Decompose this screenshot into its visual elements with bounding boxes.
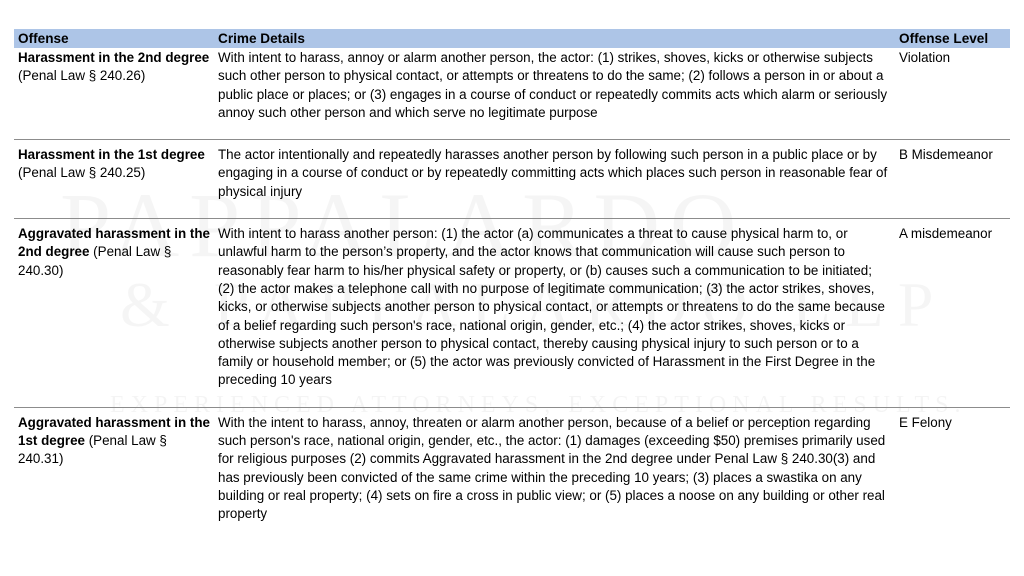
header-row xyxy=(14,29,1010,48)
table-row xyxy=(14,48,1010,140)
harassment-offenses-table xyxy=(14,29,1010,541)
crime-details-cell: The actor intentionally and repeatedly harasses another person by following such person in a public place or by engaging in a course of conduct or by repeatedly committing acts which places such person in reasonable fear of physical injury xyxy=(214,140,895,219)
offense-name: Aggravated harassment in the 2nd degree xyxy=(18,226,210,260)
crime-details-cell: With intent to harass another person: (1) the actor (a) communicates a threat to cause physical harm to, or unlawful harm to the person’s property, and the actor knows that communication will cause such person to reasonably fear harm to his/her physical safety or property, or (b) causes such a communication to be initiated; (2) the actor makes a telephone call with no purpose of legitimate communication; (3) the actor strikes, shoves, kicks, or otherwise subjects another person to physical contact, or attempts or threatens to do the same because of a belief regarding such person's race, national origin, gender, etc.; (4) the actor strikes, shoves, kicks or otherwise subjects another person to physical contact, thereby causing physical injury to such person or to a family or household member; or (5) the actor was previously convicted of Harassment in the First Degree in the preceding 10 years xyxy=(214,219,895,408)
crime-details-cell: With intent to harass, annoy or alarm another person, the actor: (1) strikes, shoves, kicks or otherwise subjects such other person to physical contact, or attempts or threatens to do the same; (2) follows a person in or about a public place or places; or (3) engages in a course of conduct or repeatedly commits acts which alarm or seriously annoy such other person and which serve no legitimate purpose xyxy=(218,50,888,120)
header-crime-details: Crime Details xyxy=(214,29,895,48)
offense-cell xyxy=(14,48,214,140)
offense-name: Aggravated harassment in the 1st degree xyxy=(18,414,210,449)
table-row xyxy=(14,407,1010,540)
offense-level-cell: E Felony xyxy=(895,407,1010,540)
offense-level-cell: A misdemeanor xyxy=(895,219,1010,408)
table-row xyxy=(14,140,1010,219)
offense-citation: (Penal Law § 240.30) xyxy=(18,244,172,278)
offense-cell xyxy=(14,407,214,540)
crime-details-cell: With the intent to harass, annoy, threaten or alarm another person, because of a belief or perception regarding such person's race, national origin, gender, etc., the actor: (1) damages (exceeding $50) premises primarily used for religious purposes (2) commits Aggravated harassment in the 2nd degree under Penal Law § 240.30(3) and has previously been convicted of the same crime within the preceding 10 years; (3) places a swastika on any building or real property; (4) sets on fire a cross in public view; or (5) places a noose on any building or other real property xyxy=(214,407,895,540)
offense-citation: (Penal Law § 240.31) xyxy=(18,433,167,467)
offense-name: Harassment in the 2nd degree xyxy=(18,50,210,65)
offense-level-cell: B Misdemeanor xyxy=(895,140,1010,219)
header-offense: Offense xyxy=(14,29,214,48)
offense-level-cell: Violation xyxy=(899,50,951,65)
offense-cell xyxy=(14,140,214,219)
offense-cell xyxy=(14,219,214,408)
offense-name: Harassment in the 1st degree xyxy=(18,147,205,163)
offense-citation: (Penal Law § 240.26) xyxy=(18,68,146,84)
table-row xyxy=(14,219,1010,408)
header-offense-level: Offense Level xyxy=(895,29,1010,48)
offense-citation: (Penal Law § 240.25) xyxy=(18,165,146,181)
table-header xyxy=(14,29,1010,48)
